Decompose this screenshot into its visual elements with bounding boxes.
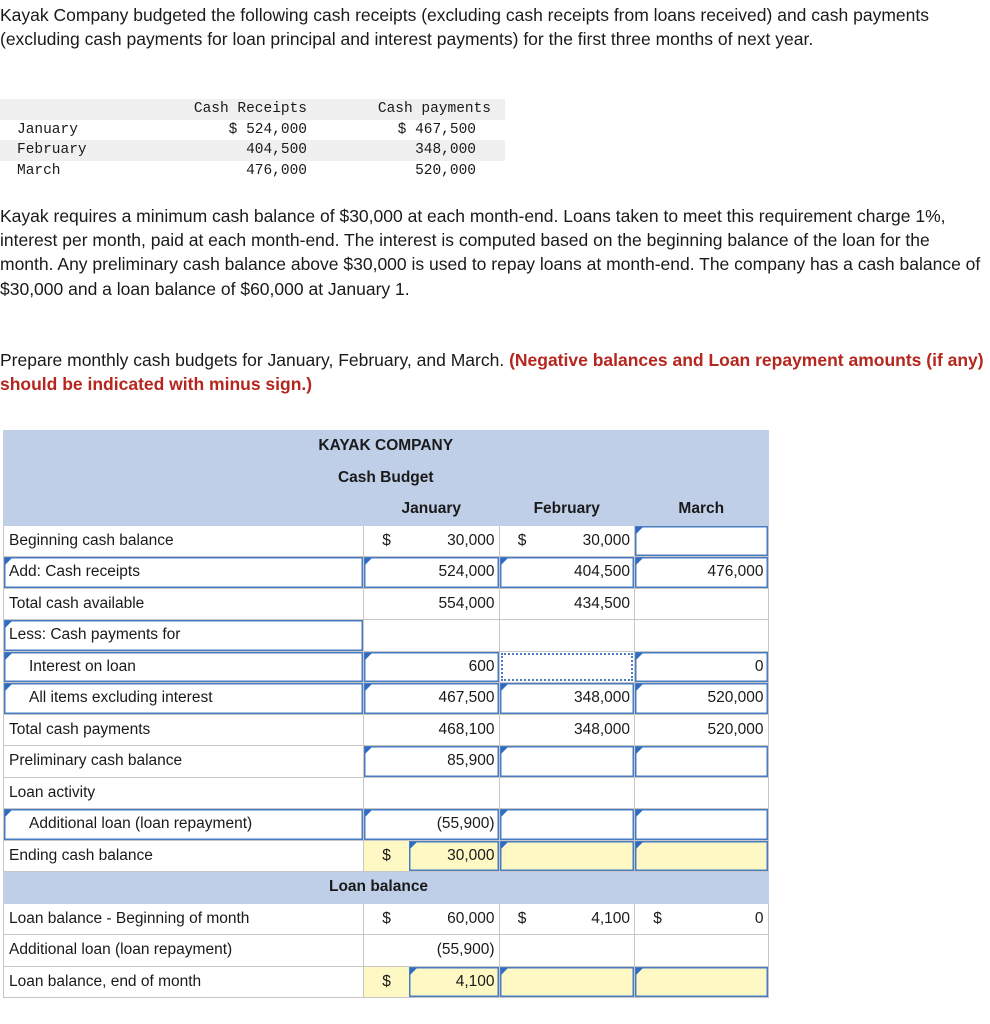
mar-beginning-cash-input[interactable] [635, 525, 769, 557]
row-label: Total cash payments [4, 714, 364, 746]
row-additional-loan [4, 809, 769, 841]
row-all-items [4, 683, 769, 715]
currency-symbol: $ [364, 966, 410, 998]
mar-total-available [635, 588, 769, 620]
feb-total-available: 434,500 [499, 588, 635, 620]
mar-interest-input[interactable]: 0 [635, 651, 769, 683]
jan-all-items-input[interactable]: 467,500 [364, 683, 500, 715]
row-loan-end [4, 966, 769, 998]
budget-title: Cash Budget [4, 462, 769, 494]
jan-beginning-cash: 30,000 [409, 525, 499, 557]
row-beginning-cash [4, 525, 769, 557]
row-label: Total cash available [4, 588, 364, 620]
row-less-payments [4, 620, 769, 652]
given-data-table [0, 99, 505, 181]
row-loan-begin [4, 903, 769, 935]
feb-additional-loan-input[interactable] [499, 809, 635, 841]
given-month: January [17, 121, 78, 138]
given-month: February [0, 140, 157, 161]
loan-balance-heading: Loan balance [329, 878, 429, 896]
interest-label-input[interactable]: Interest on loan [4, 651, 364, 683]
jan-loan-end-input[interactable]: 4,100 [409, 966, 499, 998]
jan-ending-cash-input[interactable]: 30,000 [409, 840, 499, 872]
mar-preliminary-input[interactable] [635, 746, 769, 778]
company-name: KAYAK COMPANY [4, 431, 769, 463]
add-receipts-label-input[interactable]: Add: Cash receipts [4, 557, 364, 589]
feb-interest-input[interactable] [499, 651, 635, 683]
mar-additional-loan-input[interactable] [635, 809, 769, 841]
header-cash-payments: Cash payments [321, 99, 505, 120]
instruction-main: Prepare monthly cash budgets for January, February, and March. [0, 350, 505, 370]
given-payments: 520,000 [415, 162, 476, 179]
feb-ending-cash-input[interactable] [499, 840, 635, 872]
feb-receipts-input[interactable]: 404,500 [499, 557, 635, 589]
currency-symbol: $ [364, 903, 410, 935]
mar-total-payments: 520,000 [635, 714, 769, 746]
given-receipts: 404,500 [157, 140, 321, 161]
requirements-text: Kayak requires a minimum cash balance of $30,000 at each month-end. Loans taken to meet this requirement charge 1%, interest per month, paid at each month-end. The interest is computed based on the beginning balance of the loan for the month. Any preliminary cash balance above $30,000 is used to repay loans at month-end. The company has a cash balance of $30,000 and a loan balance of $60,000 at January 1. [0, 206, 981, 299]
given-payments: $ 467,500 [397, 121, 476, 138]
instruction-text [0, 348, 985, 396]
mar-loan-additional [635, 935, 769, 967]
row-label: Preliminary cash balance [4, 746, 364, 778]
currency-symbol: $ [364, 840, 410, 872]
col-header-march: March [635, 494, 769, 526]
jan-preliminary-input[interactable]: 85,900 [364, 746, 500, 778]
row-label: Loan balance, end of month [4, 966, 364, 998]
col-header-february: February [499, 494, 635, 526]
row-add-receipts [4, 557, 769, 589]
row-interest [4, 651, 769, 683]
row-preliminary [4, 746, 769, 778]
currency-symbol: $ [635, 903, 681, 935]
jan-additional-loan-input[interactable]: (55,900) [364, 809, 500, 841]
given-receipts: $ 524,000 [228, 121, 307, 138]
mar-loan-begin: 0 [680, 903, 768, 935]
given-month: March [17, 162, 61, 179]
row-loan-additional [4, 935, 769, 967]
mar-receipts-input[interactable]: 476,000 [635, 557, 769, 589]
mar-ending-cash-input[interactable] [635, 840, 769, 872]
feb-loan-additional [499, 935, 635, 967]
instruction-note: (Negative balances and Loan repayment amounts (if any) should be indicated with minus sign.) [0, 350, 984, 395]
row-loan-activity [4, 777, 769, 809]
additional-loan-label-input[interactable]: Additional loan (loan repayment) [4, 809, 364, 841]
feb-loan-end-input[interactable] [499, 966, 635, 998]
jan-loan-additional: (55,900) [364, 935, 500, 967]
row-label: Loan activity [4, 777, 364, 809]
row-label: Ending cash balance [4, 840, 364, 872]
col-header-january: January [364, 494, 500, 526]
row-total-available [4, 588, 769, 620]
row-label: Beginning cash balance [4, 525, 364, 557]
given-receipts: 476,000 [246, 162, 307, 179]
currency-symbol: $ [499, 525, 545, 557]
jan-receipts-input[interactable]: 524,000 [364, 557, 500, 589]
intro-text: Kayak Company budgeted the following cash receipts (excluding cash receipts from loans received) and cash payments (excluding cash payments for loan principal and interest payments) for the first three months of next year. [0, 5, 929, 50]
cash-budget-table [3, 430, 769, 998]
header-cash-receipts: Cash Receipts [157, 99, 321, 120]
mar-all-items-input[interactable]: 520,000 [635, 683, 769, 715]
feb-preliminary-input[interactable] [499, 746, 635, 778]
jan-loan-begin: 60,000 [409, 903, 499, 935]
feb-all-items-input[interactable]: 348,000 [499, 683, 635, 715]
row-ending-cash [4, 840, 769, 872]
jan-total-available: 554,000 [364, 588, 500, 620]
mar-loan-end-input[interactable] [635, 966, 769, 998]
given-payments: 348,000 [321, 140, 505, 161]
currency-symbol: $ [499, 903, 545, 935]
all-items-label-input[interactable]: All items excluding interest [4, 683, 364, 715]
feb-beginning-cash: 30,000 [545, 525, 635, 557]
row-total-payments [4, 714, 769, 746]
feb-loan-begin: 4,100 [545, 903, 635, 935]
row-label: Loan balance - Beginning of month [4, 903, 364, 935]
row-label: Additional loan (loan repayment) [4, 935, 364, 967]
jan-total-payments: 468,100 [364, 714, 500, 746]
currency-symbol: $ [364, 525, 410, 557]
feb-total-payments: 348,000 [499, 714, 635, 746]
jan-interest-input[interactable]: 600 [364, 651, 500, 683]
less-payments-label-input[interactable]: Less: Cash payments for [4, 620, 364, 652]
